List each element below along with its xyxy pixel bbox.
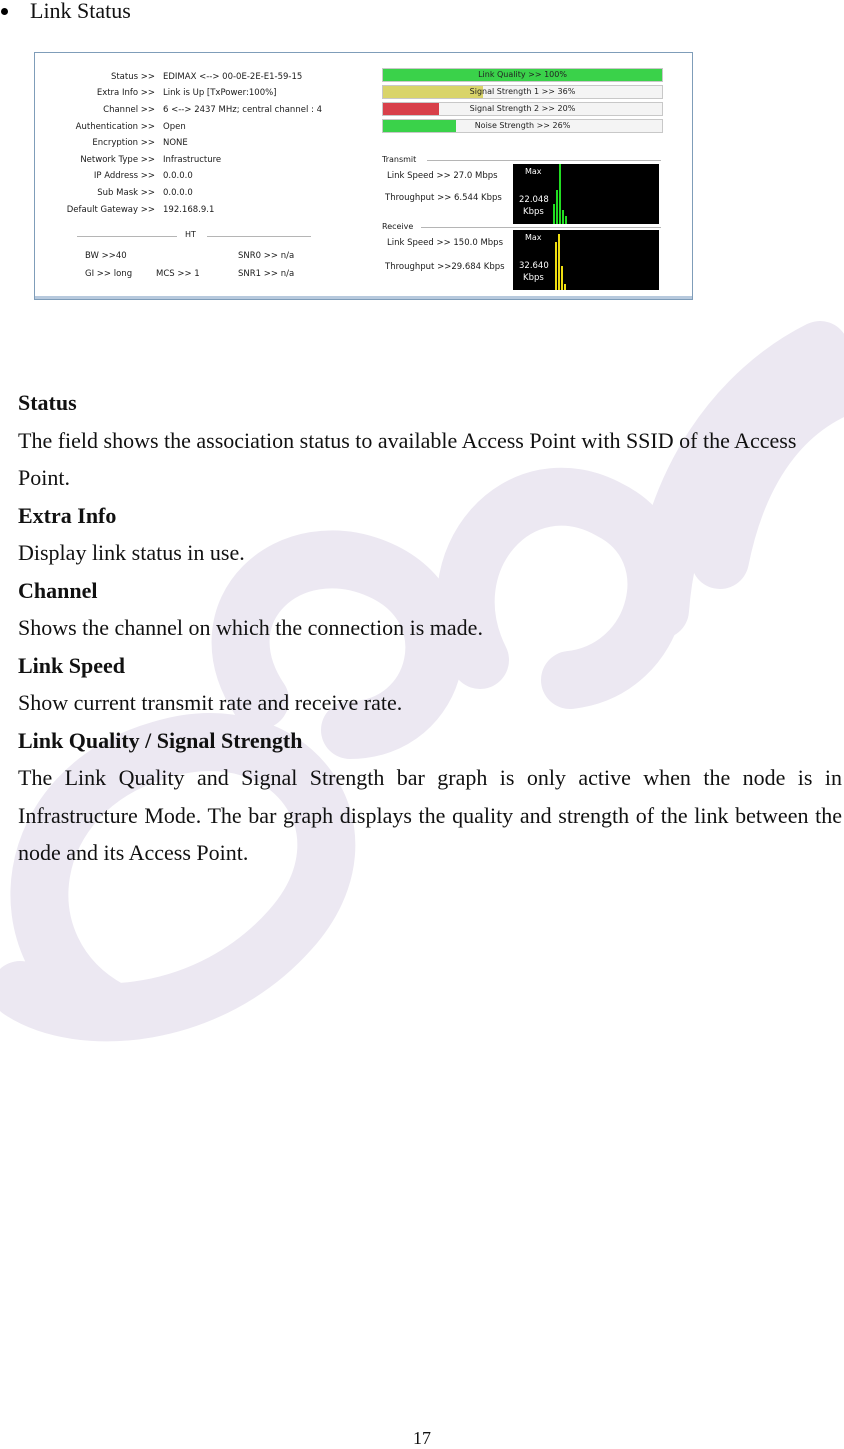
graph-value: 22.048 [519,195,549,205]
info-value: NONE [163,138,188,148]
info-row-channel [35,104,375,117]
bullet-title: Link Status [30,0,131,23]
graph-max-label: Max [525,167,542,176]
info-label: IP Address >> [93,171,155,181]
section-heading-extra-info: Extra Info [18,502,117,528]
info-row-network-type [35,154,375,167]
graph-unit: Kbps [523,273,544,283]
signal-strength-2-bar [382,102,663,116]
graph-max-label: Max [525,233,542,242]
transmit-title: Transmit [382,155,417,164]
page-number: 17 [413,1428,431,1448]
bar-label: Signal Strength 2 >> 20% [469,104,576,113]
graph-spike [559,164,561,224]
receive-graph [513,230,659,290]
ht-bw: BW >>40 [85,251,127,261]
section-heading-status: Status [18,390,77,415]
info-row-extra-info [35,87,375,100]
bullet-item [0,0,131,22]
info-row-status [35,71,375,84]
info-value: 0.0.0.0 [163,188,193,198]
transmit-graph [513,164,659,224]
transmit-throughput: Throughput >> 6.544 Kbps [385,193,502,203]
section-heading-link-speed: Link Speed [18,652,125,678]
info-value: 0.0.0.0 [163,171,193,181]
info-value: EDIMAX <--> 00-0E-2E-E1-59-15 [163,72,303,82]
section-body-link-speed: Show current transmit rate and receive rate. [18,690,403,715]
info-label: Status >> [110,72,155,82]
graph-spike [553,204,555,224]
info-row-sub-mask [35,187,375,200]
graph-unit: Kbps [523,207,544,217]
info-label: Extra Info >> [96,88,155,98]
section-list [18,384,842,872]
section-body-link-quality: The Link Quality and Signal Strength bar graph is only active when the node is in Infrastructure Mode. The bar graph displays the quality and strength of the link between the node and its Access Point. [18,765,842,865]
section-heading-link-quality: Link Quality / Signal Strength [18,727,303,753]
divider [207,236,311,237]
graph-spike [556,190,558,224]
transmit-link-speed: Link Speed >> 27.0 Mbps [387,171,498,181]
info-value: Infrastructure [163,155,222,165]
ht-title: HT [185,230,196,239]
info-label: Encryption >> [92,138,155,148]
bar-label: Link Quality >> 100% [478,70,567,79]
info-value: 192.168.9.1 [163,205,215,215]
bar-label: Noise Strength >> 26% [474,121,571,130]
receive-title: Receive [382,222,414,231]
bullet-dot-icon [1,8,8,15]
info-label: Sub Mask >> [97,188,155,198]
section-body-status: The field shows the association status to available Access Point with SSID of the Access Point. [18,427,797,490]
info-row-ip-address [35,170,375,183]
section-body-channel: Shows the channel on which the connection is made. [18,615,483,640]
info-label: Channel >> [103,105,155,115]
link-status-screenshot [34,52,693,300]
section-heading-channel: Channel [18,577,98,603]
graph-spike [561,266,563,290]
info-row-authentication [35,121,375,134]
receive-throughput: Throughput >>29.684 Kbps [385,262,505,272]
info-value: Open [163,122,186,132]
info-label: Authentication >> [75,122,155,132]
graph-spike [562,210,564,224]
graph-spike [565,216,567,224]
bar-label: Signal Strength 1 >> 36% [469,87,576,96]
info-value: Link is Up [TxPower:100%] [163,88,277,98]
info-row-default-gateway [35,204,375,217]
divider [427,160,661,161]
graph-spike [555,242,557,290]
ht-mcs: MCS >> 1 [156,269,200,279]
receive-link-speed: Link Speed >> 150.0 Mbps [387,238,503,248]
ht-gi: GI >> long [85,269,133,279]
section-body-extra-info: Display link status in use. [18,540,245,565]
info-value: 6 <--> 2437 MHz; central channel : 4 [163,105,322,115]
graph-value: 32.640 [519,261,549,271]
info-label: Network Type >> [80,155,155,165]
signal-strength-1-bar [382,85,663,99]
link-quality-bar [382,68,663,82]
info-row-encryption [35,137,375,150]
noise-strength-bar [382,119,663,133]
graph-spike [558,234,560,290]
divider [77,236,177,237]
ht-snr0: SNR0 >> n/a [238,251,295,261]
ht-snr1: SNR1 >> n/a [238,269,295,279]
graph-spike [564,284,566,290]
info-label: Default Gateway >> [66,205,155,215]
divider [421,227,661,228]
